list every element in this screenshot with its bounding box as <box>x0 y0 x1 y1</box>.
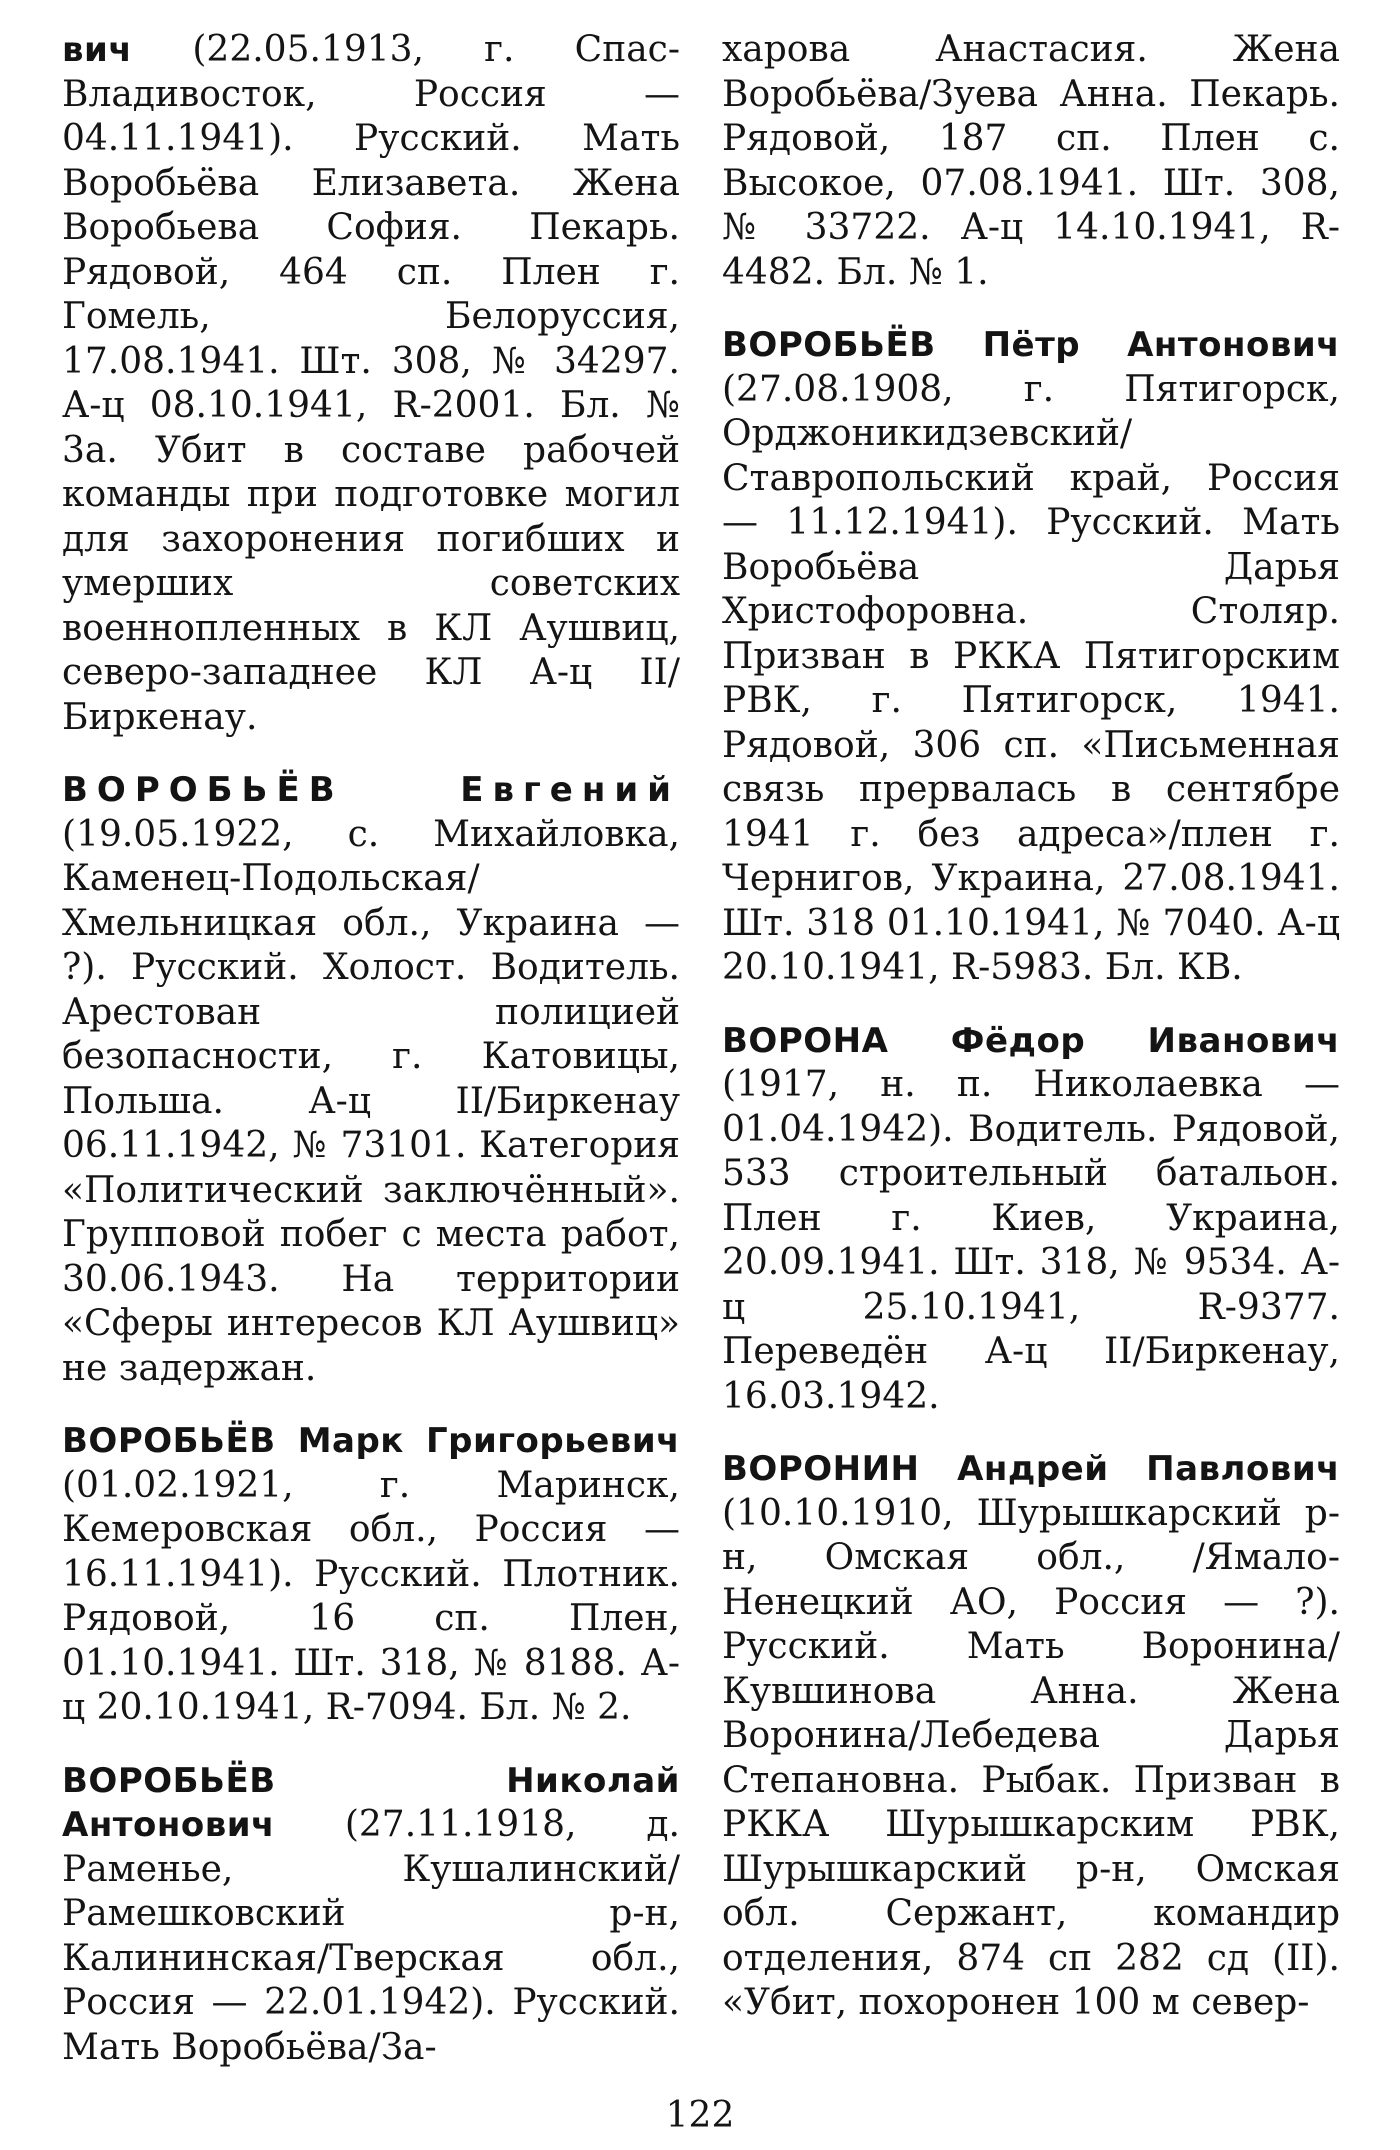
entry-vorobyov-evgeniy <box>62 768 680 1391</box>
entry-name: вич <box>62 30 133 70</box>
entry-text: (1917, н. п. Николаевка — 01.04.1942). Водитель. Рядовой, 533 строительный батальон. Плен г. Киев, Украина, 20.09.1941. Шт. 318, № 9534. А-ц 25.10.1941, R-9377. Переведён А-ц II/Биркенау, 16.03.1942. <box>722 1064 1340 1417</box>
entry-vorona-fedor <box>722 1019 1340 1420</box>
entry-name: ВОРОБЬЁВ Николай Антонович <box>62 1760 680 1845</box>
left-column <box>62 28 680 2098</box>
entry-name: ВОРОНИН Андрей Павлович <box>722 1449 1340 1489</box>
entry-continuation <box>62 28 680 740</box>
entry-name: ВОРОБЬЁВ Пётр Антонович <box>722 325 1340 365</box>
entry-name: ВОРОНА Фёдор Иванович <box>722 1020 1340 1061</box>
entry-voronin-andrey <box>722 1447 1340 2026</box>
entry-text: (19.05.1922, с. Михайловка, Каменец-Подольская/Хмельницкая обл., Украина — ?). Русский. Холост. Водитель. Арестован полицией безопасности, г. Катовицы, Польша. А-ц II/Биркенау 06.11.1942, № 73101. Категория «Политический заключённый». Групповой побег с места работ, 30.06.1943. На территории «Сферы интересов КЛ Аушвиц» не задержан. <box>62 813 680 1389</box>
entry-text: (27.08.1908, г. Пятигорск, Орджоникидзевский/Ставропольский край, Россия — 11.12.1941). Русский. Мать Воробьёва Дарья Христофоровна. Столяр. Призван в РККА Пятигорским РВК, г. Пятигорск, 1941. Рядовой, 306 сп. «Письменная связь прервалась в сентябре 1941 г. без адреса»/плен г. Чернигов, Украина, 27.08.1941. Шт. 318 01.10.1941, № 7040. А-ц 20.10.1941, R-5983. Бл. КВ. <box>722 368 1340 988</box>
entry-name: ВОРОБЬЁВ Евгений <box>62 770 680 810</box>
entry-vorobyov-petr <box>722 323 1340 991</box>
right-column <box>722 28 1340 2054</box>
entry-continuation-right <box>722 28 1340 295</box>
entry-text: (22.05.1913, г. Спас-Владивосток, Россия — 04.11.1941). Русский. Мать Воробьёва Елизавета. Жена Воробьева София. Пекарь. Рядовой, 464 сп. Плен г. Гомель, Белоруссия, 17.08.1941. Шт. 308, № 34297. А-ц 08.10.1941, R-2001. Бл. № 3а. Убит в составе рабочей команды при подготовке могил для захоронения погибших и умерших советских военнопленных в КЛ Аушвиц, северо-западнее КЛ А-ц II/Биркенау. <box>62 29 680 738</box>
entry-text: (01.02.1921, г. Маринск, Кемеровская обл., Россия — 16.11.1941). Русский. Плотник. Рядовой, 16 сп. Плен, 01.10.1941. Шт. 318, № 8188. А-ц 20.10.1941, R-7094. Бл. № 2. <box>62 1464 680 1728</box>
entry-vorobyov-mark <box>62 1419 680 1731</box>
entry-text: (10.10.1910, Шурышкарский р-н, Омская обл., /Ямало-Ненецкий АО, Россия — ?). Русский. Мать Воронина/Кувшинова Анна. Жена Воронина/Лебедева Дарья Степановна. Рыбак. Призван в РККА Шурышкарским РВК, Шурышкарский р-н, Омская обл. Сержант, командир отделения, 874 сп 282 сд (II). «Убит, похоронен 100 м север- <box>722 1492 1340 2023</box>
page-number: 122 <box>665 2095 735 2136</box>
entry-text: харова Анастасия. Жена Воробьёва/Зуева Анна. Пекарь. Рядовой, 187 сп. Плен с. Высокое, 07.08.1941. Шт. 308, № 33722. А-ц 14.10.1941, R-4482. Бл. № 1. <box>722 29 1340 293</box>
entry-name: ВОРОБЬЁВ Марк Григорьевич <box>62 1421 680 1461</box>
entry-vorobyov-nikolay <box>62 1759 680 2071</box>
entry-text: (27.11.1918, д. Раменье, Кушалинский/Рамешковский р-н, Калининская/Тверская обл., Россия — 22.01.1942). Русский. Мать Воробьёва/За- <box>62 1804 680 2068</box>
